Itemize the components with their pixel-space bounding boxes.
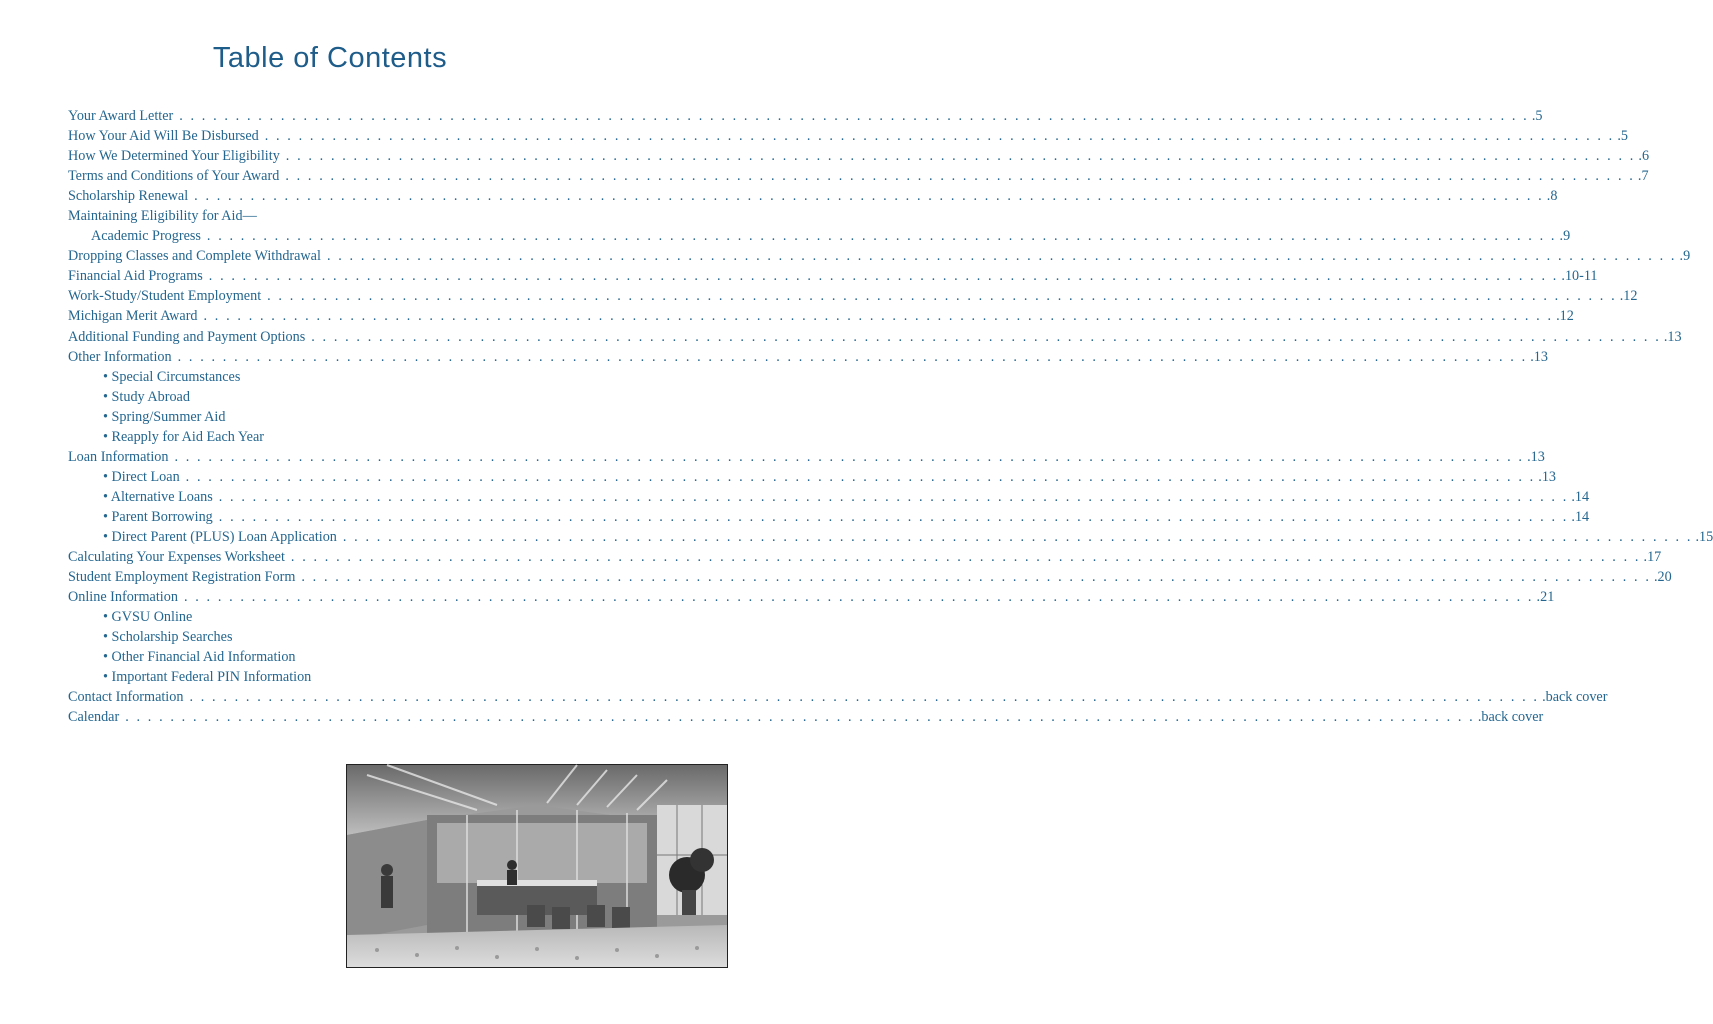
toc-entry-label: Calendar — [68, 709, 120, 726]
toc-entry-label: Loan Information — [68, 448, 169, 465]
toc-entry-page: .7 — [1637, 168, 1649, 185]
toc-entry — [68, 667, 586, 687]
toc-entry-label: • Important Federal PIN Information — [103, 669, 312, 686]
toc-entry-page: .15 — [1695, 528, 1713, 545]
toc-entry-page: .20 — [1654, 569, 1672, 586]
toc-entry-page: .5 — [1531, 108, 1543, 124]
page-title: Table of Contents — [212, 42, 448, 74]
dot-leader: . . . . . . . . . . . . . . . . . . . . . . . . . . . . . . . . . . . . . . . . . . . . . . . . . . . . . . . . . . . . . . . . . . . . . . . . . . . . . . . . . . . . . . . . . . . . . . . . . . . . . . . . . . . . . . . . . . . . . . . . — [290, 549, 1641, 566]
office-photo — [346, 764, 728, 968]
toc-entry — [68, 286, 1638, 306]
toc-entry-label: Online Information — [68, 589, 178, 606]
toc-entry — [68, 407, 586, 427]
toc-entry-label: • Alternative Loans — [103, 488, 213, 505]
dot-leader: . . . . . . . . . . . . . . . . . . . . . . . . . . . . . . . . . . . . . . . . . . . . . . . . . . . . . . . . . . . . . . . . . . . . . . . . . . . . . . . . . . . . . . . . . . . . . . . . . . . . . . . . . . . . . . . . . . . . . . . . — [264, 128, 1615, 145]
toc-entry-label: Terms and Conditions of Your Award — [68, 168, 280, 185]
toc-entry-label: Additional Funding and Payment Options — [68, 328, 306, 345]
toc-entry-label: • Study Abroad — [103, 388, 190, 405]
toc-entry — [68, 627, 586, 647]
toc-entry-page: .10-11 — [1561, 268, 1598, 285]
toc-entry-label: Other Information — [68, 348, 172, 365]
toc-entry — [68, 507, 1590, 527]
dot-leader: . . . . . . . . . . . . . . . . . . . . . . . . . . . . . . . . . . . . . . . . . . . . . . . . . . . . . . . . . . . . . . . . . . . . . . . . . . . . . . . . . . . . . . . . . . . . . . . . . . . . . . . . . . . . . . . . . . . . . . . . — [185, 468, 1536, 485]
dot-leader: . . . . . . . . . . . . . . . . . . . . . . . . . . . . . . . . . . . . . . . . . . . . . . . . . . . . . . . . . . . . . . . . . . . . . . . . . . . . . . . . . . . . . . . . . . . . . . . . . . . . . . . . . . . . . . . . . . . . . . . . — [189, 689, 1540, 706]
toc-entry-page: .13 — [1527, 448, 1545, 465]
toc-entry-page: .17 — [1643, 549, 1662, 566]
toc-entry-page: .6 — [1638, 148, 1650, 165]
toc-entry-page: .13 — [1663, 328, 1682, 345]
dot-leader: . . . . . . . . . . . . . . . . . . . . . . . . . . . . . . . . . . . . . . . . . . . . . . . . . . . . . . . . . . . . . . . . . . . . . . . . . . . . . . . . . . . . . . . . . . . . . . . . . . . . . . . . . . . . . . . . . . . . . . . . — [174, 448, 1525, 465]
toc-entry-label: • Parent Borrowing — [103, 508, 213, 525]
toc-entry-label: Your Award Letter — [68, 108, 174, 124]
toc-entry — [68, 246, 1691, 266]
toc-entry-page: .12 — [1556, 308, 1574, 325]
toc-entry — [68, 647, 586, 667]
toc-entry-page: .back cover — [1542, 689, 1608, 706]
toc-entry-label: • Scholarship Searches — [103, 629, 233, 646]
toc-entry-label: How Your Aid Will Be Disbursed — [68, 128, 259, 145]
toc-entry — [68, 467, 1557, 487]
table-of-contents — [68, 106, 1713, 727]
toc-entry-label: Maintaining Eligibility for Aid— — [68, 208, 257, 225]
toc-entry-label: • Other Financial Aid Information — [103, 649, 296, 666]
toc-entry-label: Scholarship Renewal — [68, 188, 189, 205]
dot-leader: . . . . . . . . . . . . . . . . . . . . . . . . . . . . . . . . . . . . . . . . . . . . . . . . . . . . . . . . . . . . . . . . . . . . . . . . . . . . . . . . . . . . . . . . . . . . . . . . . . . . . . . . . . . . . . . . . . . . . . . . — [267, 288, 1617, 305]
dot-leader: . . . . . . . . . . . . . . . . . . . . . . . . . . . . . . . . . . . . . . . . . . . . . . . . . . . . . . . . . . . . . . . . . . . . . . . . . . . . . . . . . . . . . . . . . . . . . . . . . . . . . . . . . . . . . . . . . . . . . . . . — [206, 228, 1557, 245]
toc-entry-label: Academic Progress — [91, 228, 201, 245]
toc-entry-label: Work-Study/Student Employment — [68, 288, 262, 305]
dot-leader: . . . . . . . . . . . . . . . . . . . . . . . . . . . . . . . . . . . . . . . . . . . . . . . . . . . . . . . . . . . . . . . . . . . . . . . . . . . . . . . . . . . . . . . . . . . . . . . . . . . . . . . . . . . . . . . . . . . . . . . . — [218, 488, 1569, 505]
toc-entry-label: How We Determined Your Eligibility — [68, 148, 280, 165]
toc-entry — [68, 487, 1590, 507]
toc-entry-label: • Special Circumstances — [103, 368, 241, 385]
toc-entry-page: .13 — [1530, 348, 1548, 365]
toc-entry-label: • Direct Loan — [103, 468, 180, 485]
toc-entry — [68, 186, 1558, 206]
dot-leader: . . . . . . . . . . . . . . . . . . . . . . . . . . . . . . . . . . . . . . . . . . . . . . . . . . . . . . . . . . . . . . . . . . . . . . . . . . . . . . . . . . . . . . . . . . . . . . . . . . . . . . . . . . . . . . . . . . . . . . . . — [326, 248, 1677, 265]
toc-entry-page: .9 — [1559, 228, 1571, 245]
toc-entry — [68, 206, 586, 226]
toc-entry-page: .9 — [1679, 248, 1691, 265]
dot-leader: . . . . . . . . . . . . . . . . . . . . . . . . . . . . . . . . . . . . . . . . . . . . . . . . . . . . . . . . . . . . . . . . . . . . . . . . . . . . . . . . . . . . . . . . . . . . . . . . . . . . . . . . . . . . . . . . . . . . . . . . — [285, 168, 1635, 185]
toc-entry — [68, 687, 1608, 707]
toc-entry — [68, 367, 586, 387]
toc-entry — [68, 306, 1574, 326]
toc-entry — [68, 447, 1545, 467]
toc-entry — [68, 226, 1571, 246]
dot-leader: . . . . . . . . . . . . . . . . . . . . . . . . . . . . . . . . . . . . . . . . . . . . . . . . . . . . . . . . . . . . . . . . . . . . . . . . . . . . . . . . . . . . . . . . . . . . . . . . . . . . . . . . . . . . . . . . . . . . . . . . — [194, 188, 1544, 205]
toc-entry — [68, 347, 1548, 367]
toc-entry-label: • Direct Parent (PLUS) Loan Application — [103, 528, 337, 545]
dot-leader: . . . . . . . . . . . . . . . . . . . . . . . . . . . . . . . . . . . . . . . . . . . . . . . . . . . . . . . . . . . . . . . . . . . . . . . . . . . . . . . . . . . . . . . . . . . . . . . . . . . . . . . . . . . . . . . . . . . . . . . . — [177, 348, 1528, 365]
toc-entry-label: • GVSU Online — [103, 609, 193, 626]
dot-leader: . . . . . . . . . . . . . . . . . . . . . . . . . . . . . . . . . . . . . . . . . . . . . . . . . . . . . . . . . . . . . . . . . . . . . . . . . . . . . . . . . . . . . . . . . . . . . . . . . . . . . . . . . . . . . . . . . . . . . . . . — [179, 108, 1529, 124]
toc-entry-label: • Spring/Summer Aid — [103, 408, 226, 425]
toc-entry — [68, 106, 1543, 126]
toc-entry — [68, 567, 1672, 587]
toc-entry — [68, 707, 1544, 727]
toc-entry-page: .5 — [1617, 128, 1628, 145]
dot-leader: . . . . . . . . . . . . . . . . . . . . . . . . . . . . . . . . . . . . . . . . . . . . . . . . . . . . . . . . . . . . . . . . . . . . . . . . . . . . . . . . . . . . . . . . . . . . . . . . . . . . . . . . . . . . . . . . . . . . . . . . — [342, 528, 1693, 545]
toc-entry-label: • Reapply for Aid Each Year — [103, 428, 264, 445]
dot-leader: . . . . . . . . . . . . . . . . . . . . . . . . . . . . . . . . . . . . . . . . . . . . . . . . . . . . . . . . . . . . . . . . . . . . . . . . . . . . . . . . . . . . . . . . . . . . . . . . . . . . . . . . . . . . . . . . . . . . . . . . — [183, 589, 1534, 606]
toc-entry-page: .13 — [1538, 468, 1557, 485]
toc-entry-label: Contact Information — [68, 689, 184, 706]
dot-leader: . . . . . . . . . . . . . . . . . . . . . . . . . . . . . . . . . . . . . . . . . . . . . . . . . . . . . . . . . . . . . . . . . . . . . . . . . . . . . . . . . . . . . . . . . . . . . . . . . . . . . . . . . . . . . . . . . . . . . . . . — [218, 508, 1569, 525]
toc-entry-label: Michigan Merit Award — [68, 308, 198, 325]
toc-entry — [68, 547, 1662, 567]
dot-leader: . . . . . . . . . . . . . . . . . . . . . . . . . . . . . . . . . . . . . . . . . . . . . . . . . . . . . . . . . . . . . . . . . . . . . . . . . . . . . . . . . . . . . . . . . . . . . . . . . . . . . . . . . . . . . . . . . . . . . . . . — [125, 709, 1475, 726]
toc-entry-label: Dropping Classes and Complete Withdrawal — [68, 248, 321, 265]
dot-leader: . . . . . . . . . . . . . . . . . . . . . . . . . . . . . . . . . . . . . . . . . . . . . . . . . . . . . . . . . . . . . . . . . . . . . . . . . . . . . . . . . . . . . . . . . . . . . . . . . . . . . . . . . . . . . . . . . . . . . . . . — [301, 569, 1651, 586]
toc-entry-label: Calculating Your Expenses Worksheet — [68, 549, 285, 566]
toc-entry — [68, 387, 586, 407]
dot-leader: . . . . . . . . . . . . . . . . . . . . . . . . . . . . . . . . . . . . . . . . . . . . . . . . . . . . . . . . . . . . . . . . . . . . . . . . . . . . . . . . . . . . . . . . . . . . . . . . . . . . . . . . . . . . . . . . . . . . . . . . — [311, 328, 1661, 345]
toc-entry — [68, 587, 1555, 607]
toc-entry-page: .14 — [1571, 508, 1590, 525]
dot-leader: . . . . . . . . . . . . . . . . . . . . . . . . . . . . . . . . . . . . . . . . . . . . . . . . . . . . . . . . . . . . . . . . . . . . . . . . . . . . . . . . . . . . . . . . . . . . . . . . . . . . . . . . . . . . . . . . . . . . . . . . — [203, 308, 1554, 325]
toc-entry-page: .21 — [1536, 589, 1555, 606]
toc-entry — [68, 146, 1650, 166]
dot-leader: . . . . . . . . . . . . . . . . . . . . . . . . . . . . . . . . . . . . . . . . . . . . . . . . . . . . . . . . . . . . . . . . . . . . . . . . . . . . . . . . . . . . . . . . . . . . . . . . . . . . . . . . . . . . . . . . . . . . . . . . — [285, 148, 1636, 165]
toc-entry-page: .12 — [1619, 288, 1638, 305]
toc-entry-page: .back cover — [1477, 709, 1544, 726]
toc-entry-page: .8 — [1546, 188, 1558, 205]
toc-entry — [68, 427, 586, 447]
toc-entry — [68, 266, 1598, 286]
toc-entry — [68, 327, 1682, 347]
toc-entry — [68, 607, 586, 627]
toc-entry — [68, 126, 1628, 146]
toc-entry-label: Student Employment Registration Form — [68, 569, 296, 586]
toc-entry — [68, 527, 1713, 547]
dot-leader: . . . . . . . . . . . . . . . . . . . . . . . . . . . . . . . . . . . . . . . . . . . . . . . . . . . . . . . . . . . . . . . . . . . . . . . . . . . . . . . . . . . . . . . . . . . . . . . . . . . . . . . . . . . . . . . . . . . . . . . . — [208, 268, 1559, 285]
toc-entry — [68, 166, 1649, 186]
toc-entry-label: Financial Aid Programs — [68, 268, 203, 285]
toc-entry-page: .14 — [1571, 488, 1590, 505]
